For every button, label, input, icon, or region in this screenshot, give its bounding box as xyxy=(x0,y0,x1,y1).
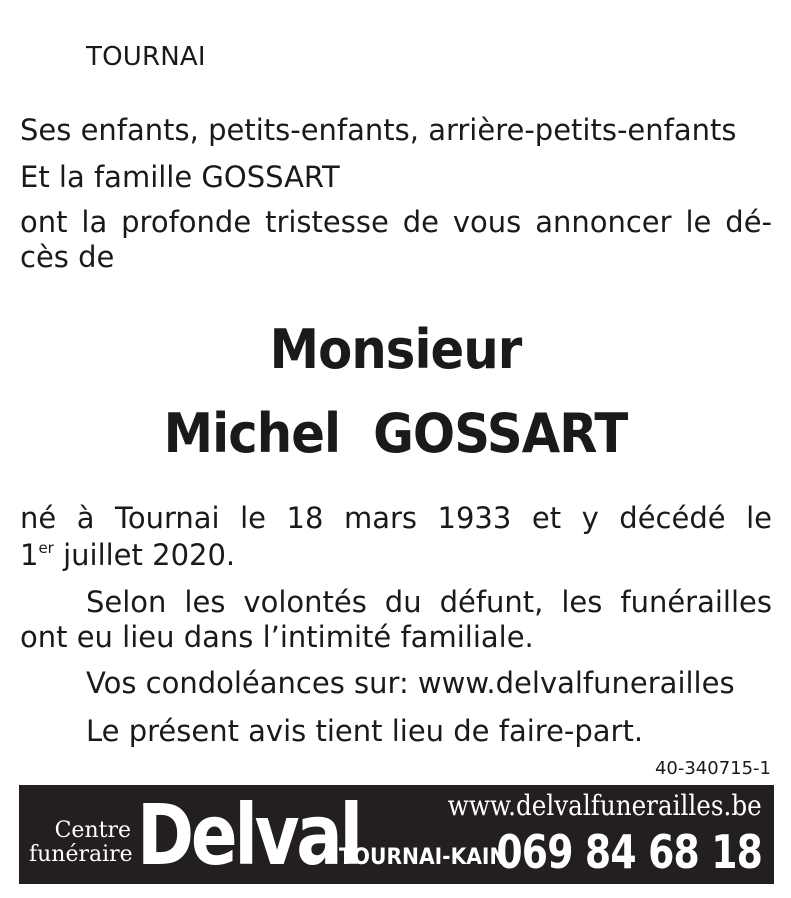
centre-funeraire-label xyxy=(29,819,131,867)
condolences-line: Vos condoléances sur: www.delvalfunerailles xyxy=(86,666,735,700)
deceased-name: Michel GOSSART xyxy=(163,402,628,465)
location-label: TOURNAI-KAIN xyxy=(339,845,507,870)
centre-line-2: funéraire xyxy=(29,842,133,867)
intro-line-4: cès de xyxy=(20,240,115,274)
ordinal-suffix: er xyxy=(38,539,54,557)
date-rest: juillet 2020. xyxy=(53,538,236,572)
birth-death-line-2 xyxy=(20,538,235,572)
funeral-home-banner xyxy=(19,785,774,884)
faire-part-line: Le présent avis tient lieu de faire-part. xyxy=(86,714,644,748)
intro-line-3: ont la profonde tristesse de vous annoncer le dé- xyxy=(20,205,772,239)
birth-death-line-1: né à Tournai le 18 mars 1933 et y décédé le xyxy=(20,501,772,535)
intro-line-1: Ses enfants, petits-enfants, arrière-petits-enfants xyxy=(20,113,737,147)
brand-logo: Delval xyxy=(137,786,360,884)
deceased-title: Monsieur xyxy=(269,318,522,381)
day-number: 1 xyxy=(20,538,39,572)
funeral-line-1: Selon les volontés du défunt, les funérailles xyxy=(86,585,772,619)
reference-number: 40-340715-1 xyxy=(654,758,771,779)
city-heading: TOURNAI xyxy=(86,42,206,72)
intro-line-2: Et la famille GOSSART xyxy=(20,160,340,194)
website-link[interactable]: www.delvalfunerailles.be xyxy=(448,789,762,822)
funeral-line-2: ont eu lieu dans l’intimité familiale. xyxy=(20,620,534,654)
phone-number[interactable]: 069 84 68 18 xyxy=(496,825,762,879)
centre-line-1: Centre xyxy=(54,818,131,843)
